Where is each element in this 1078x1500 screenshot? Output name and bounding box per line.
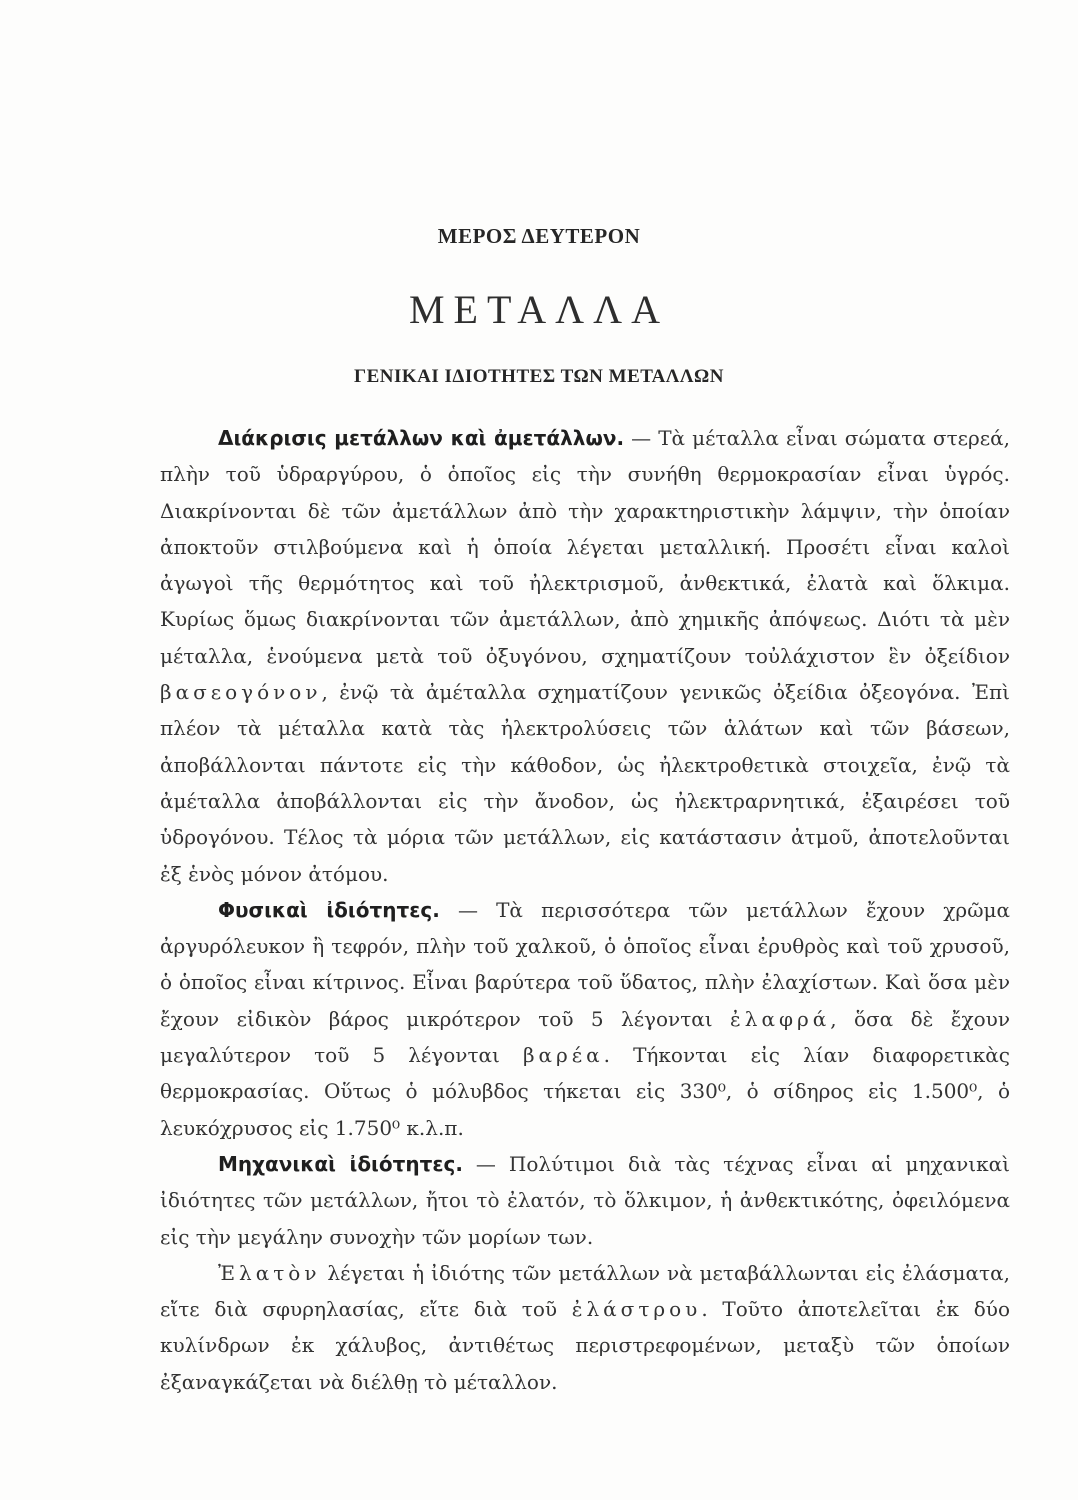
paragraph-text: λέγεται ἡ ἰδιότης τῶν μετάλλων νὰ μεταβάλλωνται εἰς ἐλάσματα, εἴτε διὰ σφυρηλασίας, εἴτε διὰ τοῦ bbox=[160, 1260, 1010, 1322]
spaced-term: ἐλαφρά bbox=[730, 1006, 831, 1031]
spaced-term: Ἐλατὸν bbox=[218, 1260, 321, 1285]
paragraph-metals-vs-nonmetals bbox=[160, 420, 1010, 892]
paragraph-text: . Τοῦτο ἀποτελεῖται ἐκ δύο κυλίνδρων ἐκ χάλυβος, ἀντιθέτως περιστρεφομένων, μεταξὺ τῶν ὁποίων ἐξαναγκάζεται νὰ διέλθῃ τὸ μέταλλον. bbox=[160, 1297, 1010, 1394]
paragraph-text: — Πολύτιμοι διὰ τὰς τέχνας εἶναι αἱ μηχανικαὶ ἰδιότητες τῶν μετάλλων, ἤτοι τὸ ἐλατόν, τὸ ὅλκιμον, ἡ ἀνθεκτικότης, ὀφειλόμενα εἰς τὴν μεγάλην συνοχὴν τῶν μορίων των. bbox=[160, 1151, 1010, 1249]
chapter-title: ΜΕΤΑΛΛΑ bbox=[408, 287, 669, 332]
paragraph-text: , ὅσα δὲ ἔχουν μεγαλύτερον τοῦ 5 λέγονται bbox=[160, 1006, 1010, 1068]
paragraph-text: , ἐνῷ τὰ ἀμέταλλα σχηματίζουν γενικῶς ὀξείδια ὀξεογόνα. Ἐπὶ πλέον τὰ μέταλλα κατὰ τὰς ἠλεκτρολύσεις τῶν ἁλάτων καὶ τῶν βάσεων, ἀποβάλλονται πάντοτε εἰς τὴν κάθοδον, ὡς ἠλεκτροθετικὰ στοιχεῖα, ἐνῷ τὰ ἀμέταλλα ἀποβάλλονται εἰς τὴν ἄνοδον, ὡς ἠλεκτραρνητικά, ἐξαιρέσει τοῦ ὑδρογόνου. Τέλος τὰ μόρια τῶν μετάλλων, εἰς κατάστασιν ἀτμοῦ, ἀποτελοῦνται ἐξ ἑνὸς μόνον ἀτόμου. bbox=[160, 680, 1010, 886]
paragraph-text: — Τὰ μέταλλα εἶναι σώματα στερεά, πλὴν τοῦ ὑδραργύρου, ὁ ὁποῖος εἰς τὴν συνήθη θερμοκρασίαν εἶναι ὑγρός. Διακρίνονται δὲ τῶν ἀμετάλλων ἀπὸ τὴν χαρακτηριστικὴν λάμψιν, τὴν ὁποίαν ἀποκτοῦν στιλβούμενα καὶ ἡ ὁποία λέγεται μεταλλική. Προσέτι εἶναι καλοὶ ἀγωγοὶ τῆς θερμότητος καὶ τοῦ ἠλεκτρισμοῦ, ἀνθεκτικά, ἐλατὰ καὶ ὅλκιμα. Κυρίως ὅμως διακρίνονται τῶν ἀμετάλλων, ἀπὸ χημικῆς ἀπόψεως. Διότι τὰ μὲν μέταλλα, ἑνούμενα μετὰ τοῦ ὀξυγόνου, σχηματίζουν τοὐλάχιστον ἓν ὀξείδιον bbox=[160, 426, 1010, 668]
part-heading: ΜΕΡΟΣ ΔΕΥΤΕΡΟΝ bbox=[437, 224, 641, 248]
paragraph-lead-heading: Διάκρισις μετάλλων καὶ ἀμετάλλων. bbox=[218, 426, 625, 450]
paragraph-physical-properties bbox=[160, 892, 1010, 1146]
paragraph-lead-heading: Φυσικαὶ ἰδιότητες. bbox=[218, 897, 440, 922]
paragraph-text: . Τήκονται εἰς λίαν διαφορετικὰς θερμοκρασίας. Οὕτως ὁ μόλυβδος τήκεται εἰς 330⁰, ὁ σίδηρος εἰς 1.500⁰, ὁ λευκόχρυσος εἰς 1.750⁰ κ.λ.π. bbox=[160, 1043, 1010, 1140]
paragraph-text: — Τὰ περισσότερα τῶν μετάλλων ἔχουν χρῶμα ἀργυρόλευκον ἢ τεφρόν, πλὴν τοῦ χαλκοῦ, ὁ ὁποῖος εἶναι ἐρυθρὸς καὶ τοῦ χρυσοῦ, ὁ ὁποῖος εἶναι κίτρινος. Εἶναι βαρύτερα τοῦ ὕδατος, πλὴν ἐλαχίστων. Καὶ ὅσα μὲν ἔχουν εἰδικὸν βάρος μικρότερον τοῦ 5 λέγονται bbox=[160, 897, 1010, 1031]
paragraph-mechanical-properties bbox=[160, 1146, 1010, 1255]
paragraph-lead-heading: Μηχανικαὶ ἰδιότητες. bbox=[218, 1151, 463, 1176]
spaced-term: ἐλάστρου bbox=[571, 1297, 702, 1322]
paragraph-malleability bbox=[160, 1255, 1010, 1400]
spaced-term: βαρέα bbox=[522, 1043, 604, 1068]
body-text bbox=[160, 420, 1010, 1400]
section-heading: ΓΕΝΙΚΑΙ ΙΔΙΟΤΗΤΕΣ ΤΩΝ ΜΕΤΑΛΛΩΝ bbox=[354, 366, 724, 387]
spaced-term: βασεογόνον bbox=[160, 680, 322, 705]
